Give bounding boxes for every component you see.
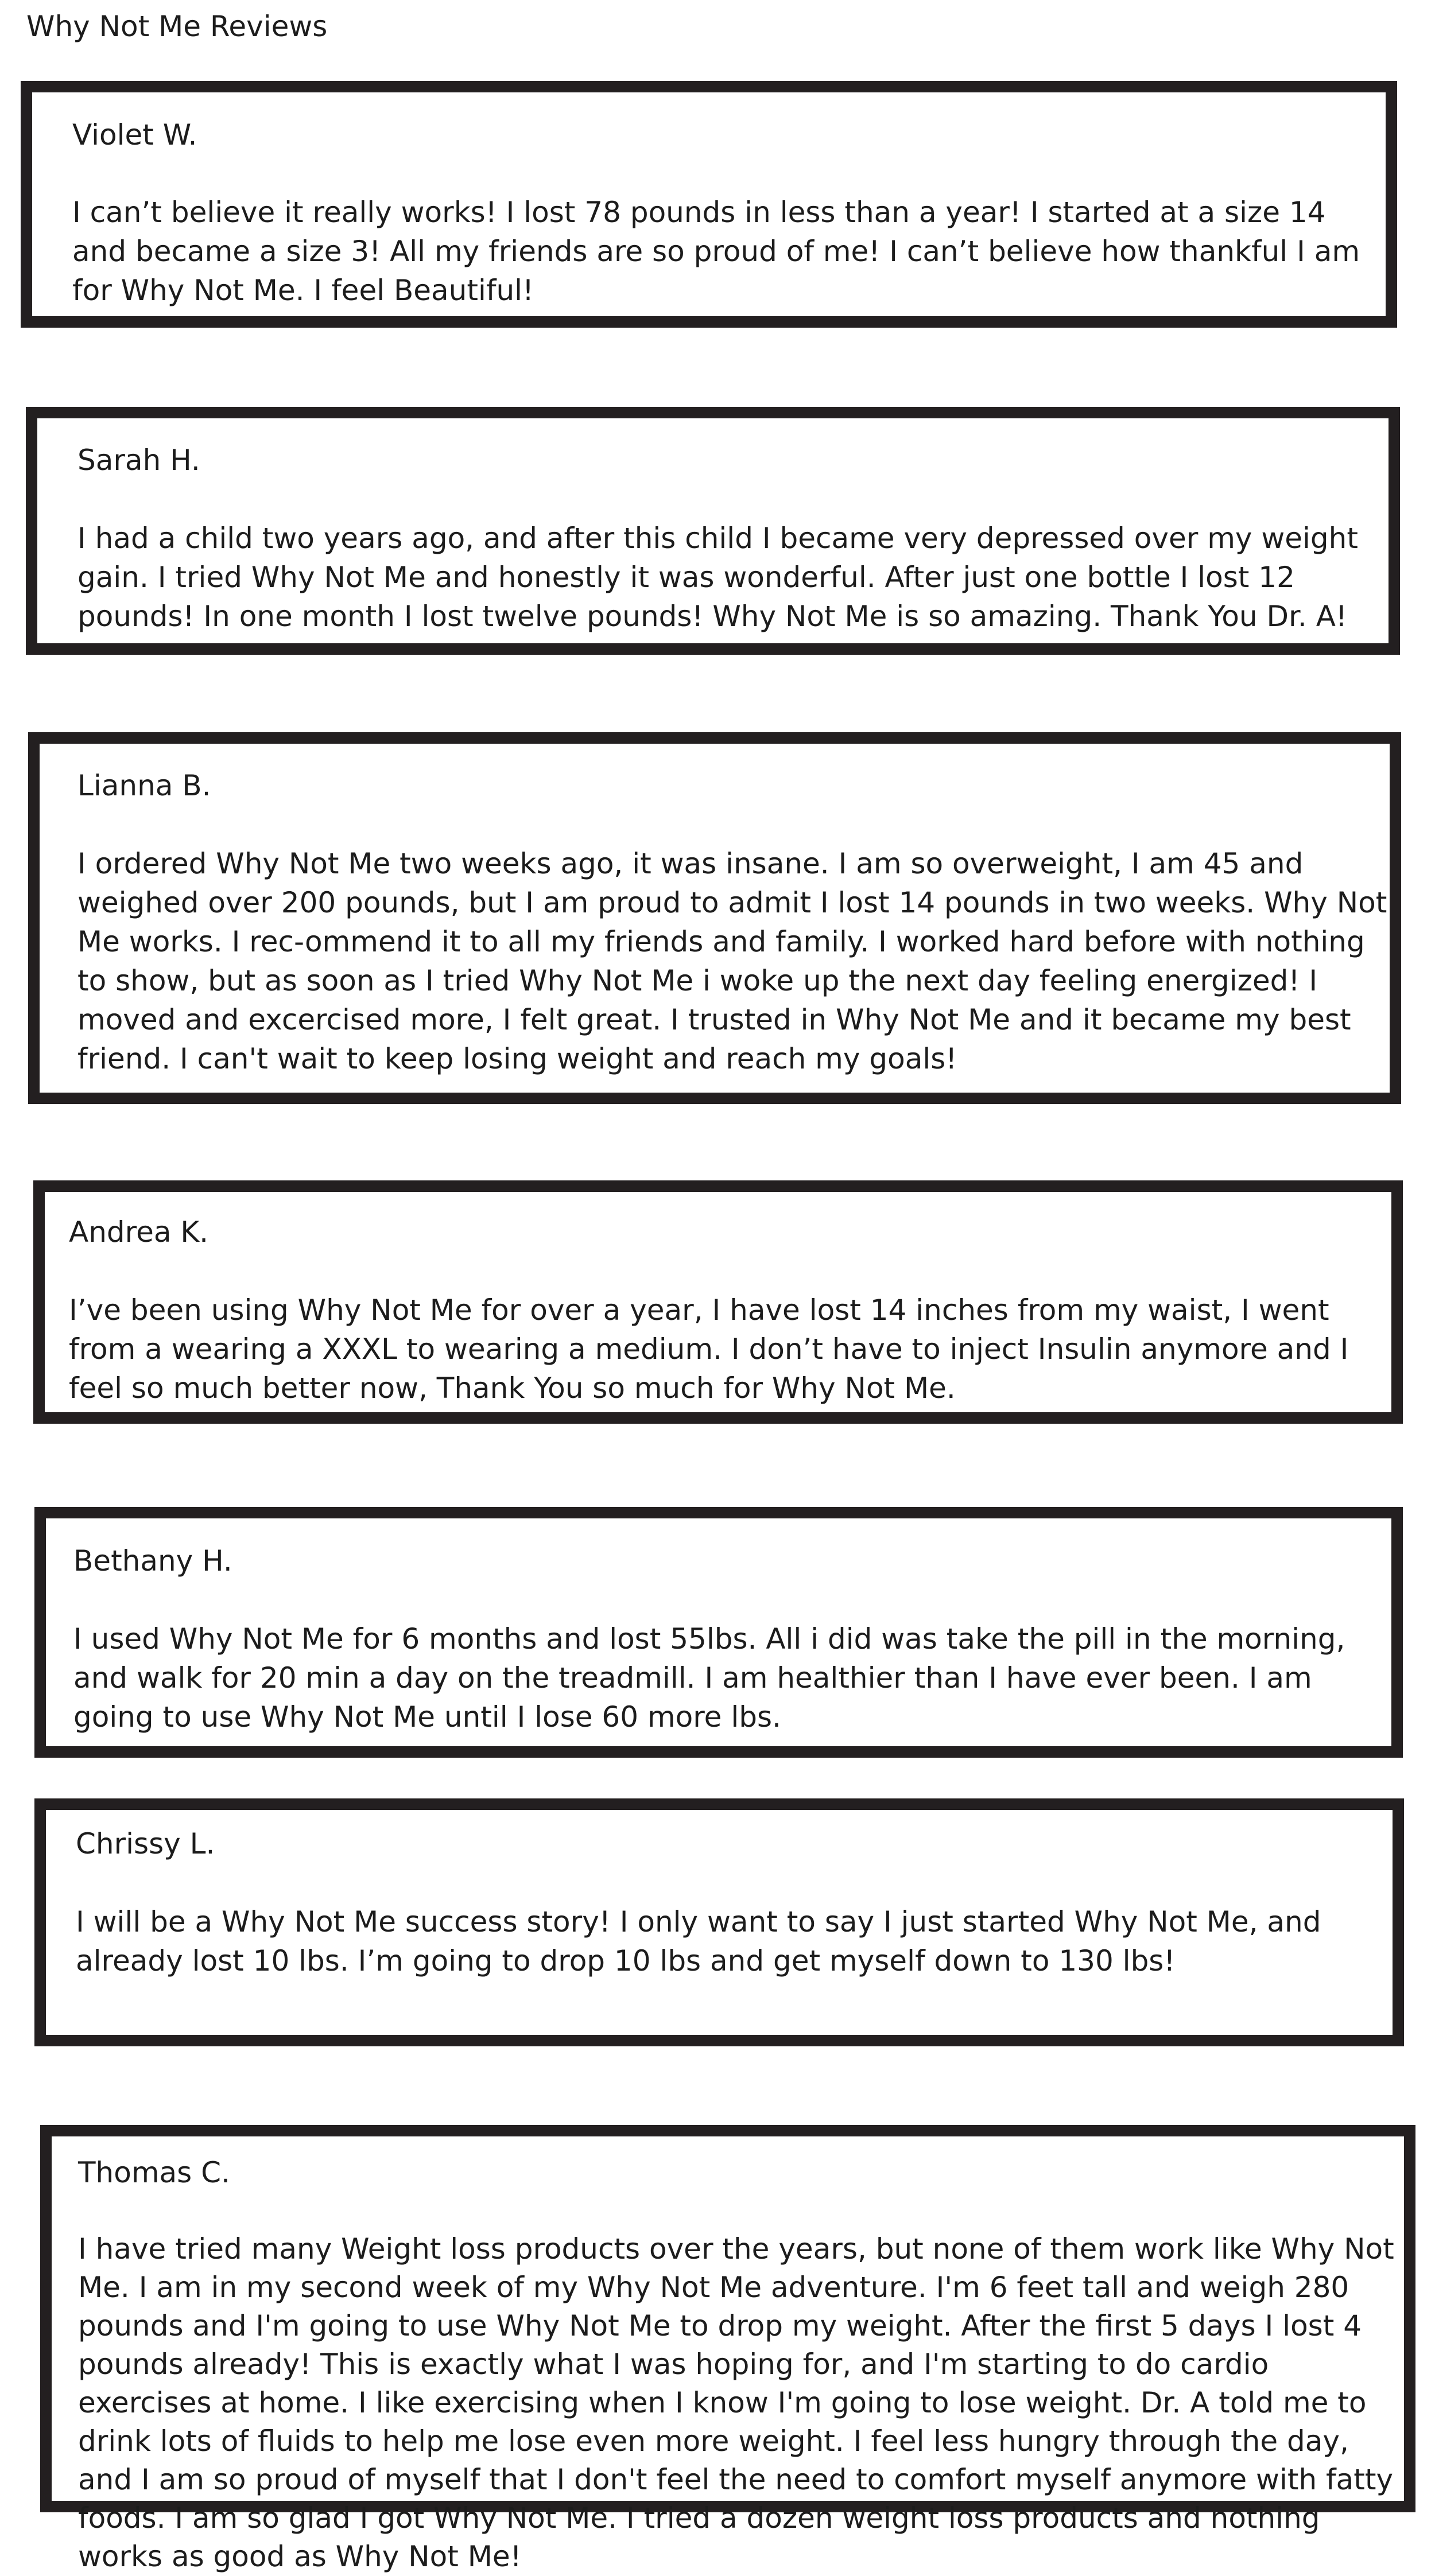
review-card (40, 2125, 1415, 2573)
reviewer-name: Andrea K. (69, 1215, 209, 1249)
review-text: I used Why Not Me for 6 months and lost 55lbs. All i did was take the pill in the morning, and walk for 20 min a day on the treadmill. I am healthier than I have ever been. I am going to use Why Not Me until I lose 60 more lbs. (73, 1622, 1345, 1734)
review-text: I have tried many Weight loss products over the years, but none of them work like Why Not Me. I am in my second week of my Why Not Me adventure. I'm 6 feet tall and weigh 280 pounds and I'm going to use Why Not Me to drop my weight. After the first 5 days I lost 4 pounds already! This is exactly what I was hoping for, and I'm starting to do cardio exercises at home. I like exercising when I know I'm going to lose weight. Dr. A told me to drink lots of fluids to help me lose even more weight. I feel less hungry through the day, and I am so proud of myself that I don't feel the need to comfort myself anymore with fatty foods. I am so glad I got Why Not Me. I tried a dozen weight loss products and nothing works as good as Why Not Me! (78, 2232, 1394, 2573)
review-text: I had a child two years ago, and after this child I became very depressed over my weight gain. I tried Why Not Me and honestly it was wonderful. After just one bottle I lost 12 pounds! In one month I lost twelve pounds! Why Not Me is so amazing. Thank You Dr. A! (77, 522, 1358, 633)
review-card (21, 81, 1397, 328)
reviewer-name: Lianna B. (77, 769, 211, 802)
review-text: I ordered Why Not Me two weeks ago, it was insane. I am so overweight, I am 45 and weighed over 200 pounds, but I am proud to admit I lost 14 pounds in two weeks. Why Not Me works. I rec-ommend it to all my friends and family. I worked hard before with nothing to show, but as soon as I tried Why Not Me i woke up the next day feeling energized! I moved and excercised more, I felt great. I trusted in Why Not Me and it became my best friend. I can't wait to keep losing weight and reach my goals! (77, 847, 1387, 1075)
review-text: I can’t believe it really works! I lost 78 pounds in less than a year! I started at a size 14 and became a size 3! All my friends are so proud of me! I can’t believe how thankful I am for Why Not Me. I feel Beautiful! (72, 196, 1360, 307)
reviewer-name: Chrissy L. (76, 1827, 215, 1860)
review-text: I’ve been using Why Not Me for over a year, I have lost 14 inches from my waist, I went from a wearing a XXXL to wearing a medium. I don’t have to inject Insulin anymore and I feel so much better now, Thank You so much for Why Not Me. (69, 1293, 1349, 1405)
reviewer-name: Thomas C. (78, 2156, 230, 2189)
reviewer-name: Sarah H. (77, 444, 200, 477)
review-card (26, 407, 1400, 655)
review-text: I will be a Why Not Me success story! I only want to say I just started Why Not Me, and already lost 10 lbs. I’m going to drop 10 lbs and get myself down to 130 lbs! (76, 1905, 1321, 1977)
review-card (34, 1798, 1404, 2046)
review-card (34, 1507, 1403, 1758)
reviewer-name: Bethany H. (73, 1544, 232, 1578)
page-title: Why Not Me Reviews (26, 10, 328, 43)
reviewer-name: Violet W. (72, 118, 197, 151)
review-card (33, 1180, 1403, 1424)
review-card (28, 732, 1401, 1104)
